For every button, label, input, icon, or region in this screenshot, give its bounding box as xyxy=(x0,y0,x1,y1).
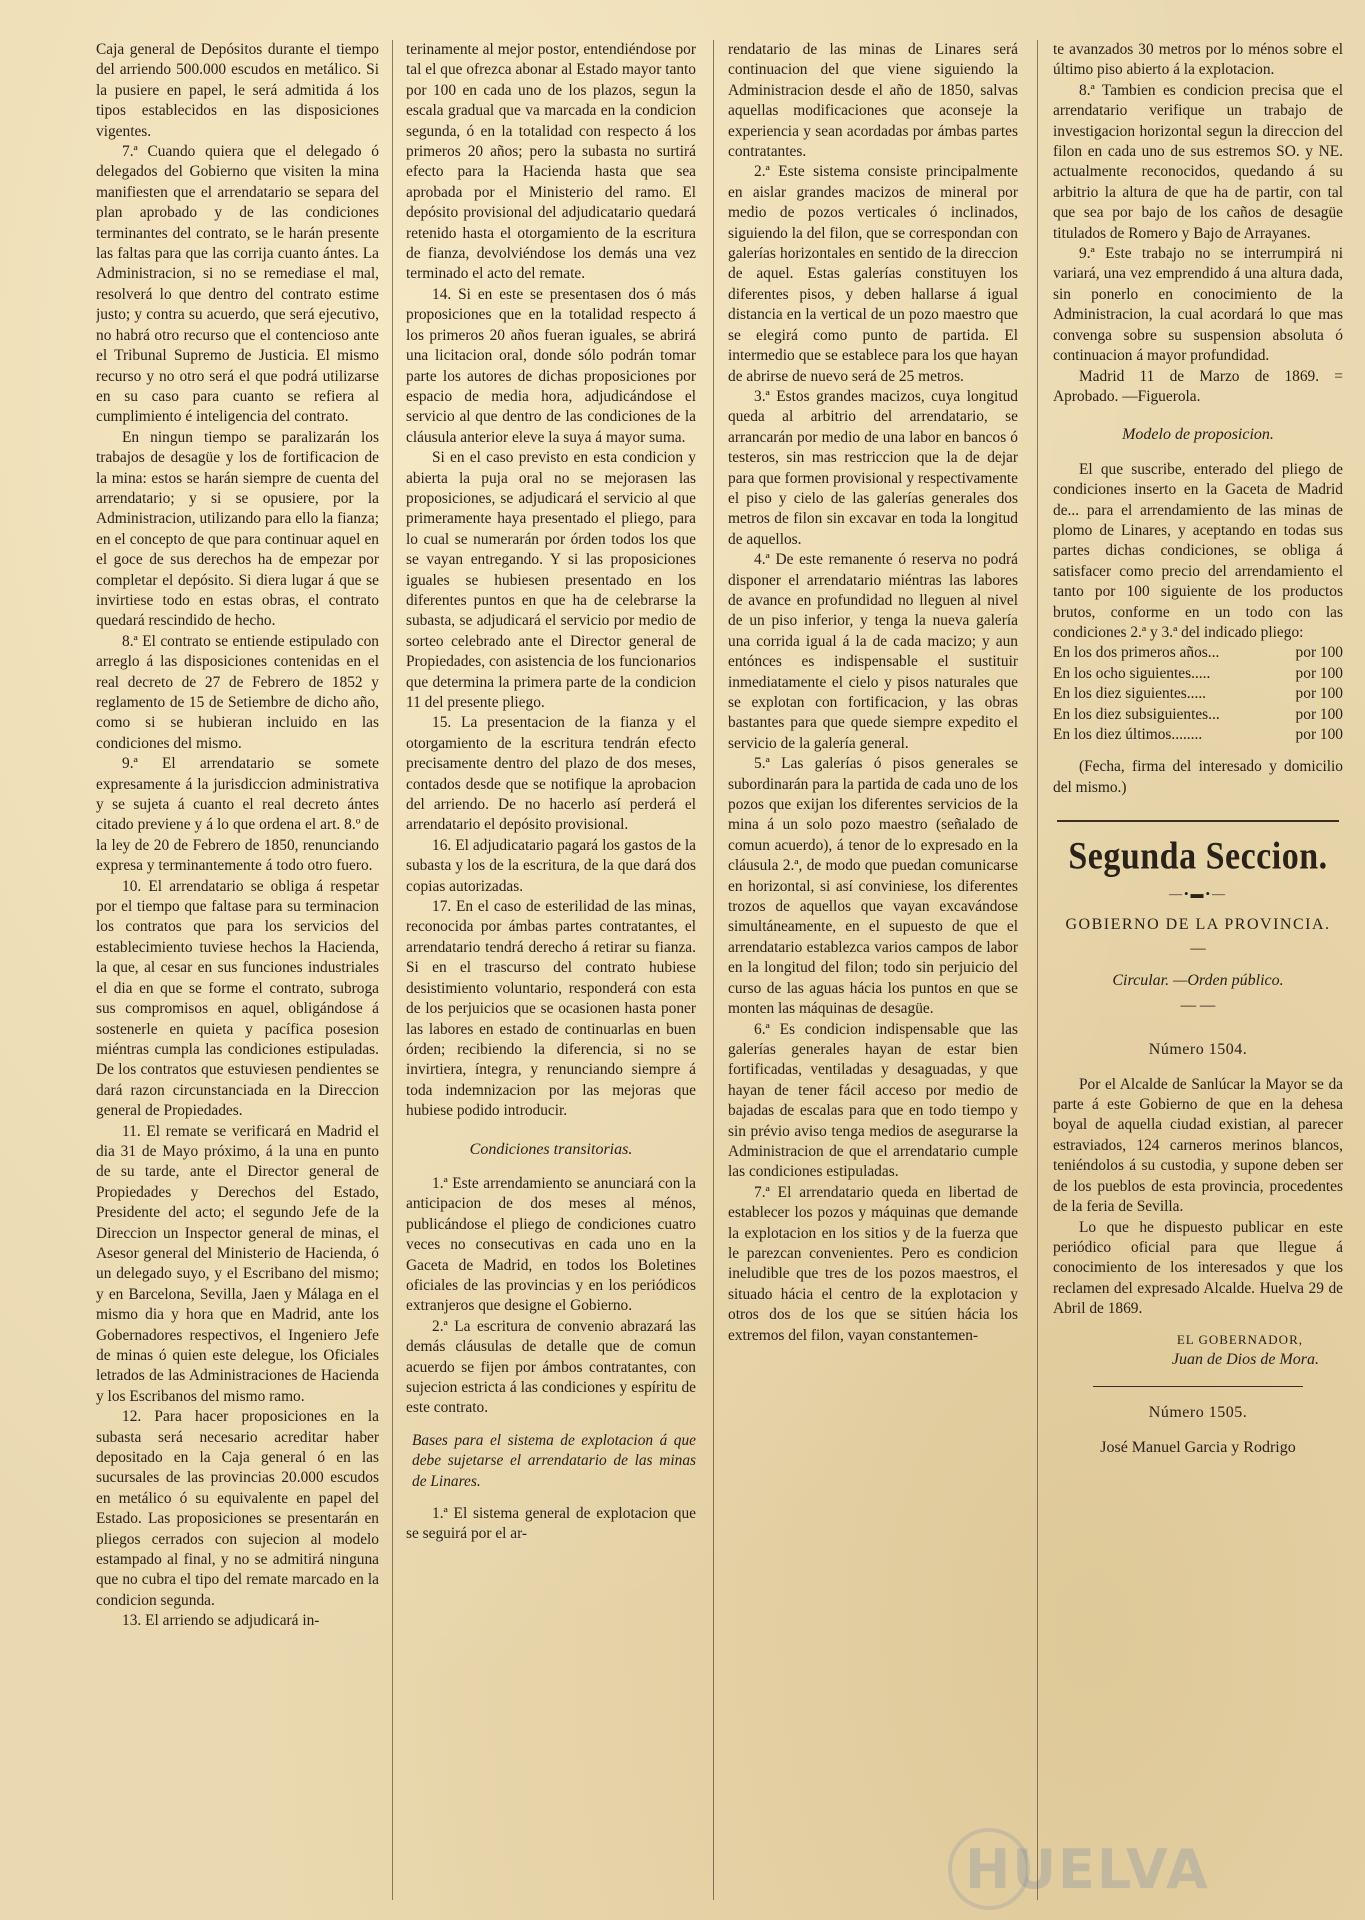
paragraph: 12. Para hacer proposiciones en la subasta será necesario acreditar haber depositado en la Caja general ó en las sucursales de las provincias 20.000 escudos en metálico ó su equivalente en papel del Estado. Las proposiciones se presentarán en pliegos cerrados con sujecion al modelo estampado al final, y no se admitirá ninguna que no cubra el tipo del remate marcado en la condicion segunda. xyxy=(96,1408,379,1609)
column-2 xyxy=(406,40,696,1900)
paragraph: 16. El adjudicatario pagará los gastos de la subasta y los de la escritura, de la que dará dos copias autorizadas. xyxy=(406,836,696,895)
paragraph: 7.ª Cuando quiera que el delegado ó delegados del Gobierno que visiten la mina manifiesten que el arrendatario se separa del plan aprobado y de las condiciones terminantes del contrato, se le harán presente las faltas para que las corrija cuanto ántes. La Administracion, si no se remediase el mal, resolverá lo que dentro del contrato estime justo; y contra su acuerdo, que será ejecutivo, no habrá otro recurso que el contencioso ante el Tribunal Supremo de Justicia. El mismo recurso y no otro será el que podrá utilizarse en su caso para cuanto se refiera al cumplimiento é inteligencia del contrato. xyxy=(96,143,379,426)
date-line: Madrid 11 de Marzo de 1869. = Aprobado. —Figuerola. xyxy=(1053,367,1343,405)
paragraph: 9.ª El arrendatario se somete expresamente á la jurisdiccion administrativa y se sujeta á cuanto el real decreto ántes citado previene y á lo que ordena el art. 8.º de la ley de 20 de Febrero de 1850, renunciando expresa y terminantemente á todo otro fuero. xyxy=(96,755,379,875)
section-title: Segunda Seccion. xyxy=(1068,835,1328,878)
signature-name: Juan de Dios de Mora. xyxy=(1171,1350,1319,1368)
row-value: por 100 xyxy=(1295,685,1343,703)
column-1 xyxy=(96,40,379,1900)
number-heading: Número 1505. xyxy=(1148,1404,1248,1422)
percentage-row xyxy=(1053,705,1343,725)
section-heading: Condiciones transitorias. xyxy=(469,1140,633,1158)
paragraph: En ningun tiempo se paralizarán los trabajos de desagüe y los de fortificacion de la mina: estos se harán siempre de cuenta del arrendatario; y si se opusiere, por la Administracion, utilizando para ello la fianza; en el concepto de que para continuar aquel en el goce de sus derechos ha de empezar por completar el depósito. Si diera lugar á que se invirtiese todo en estas obras, el contrato quedará rescindido de hecho. xyxy=(96,428,379,630)
paragraph: 2.ª Este sistema consiste principalmente en aislar grandes macizos de mineral por medio de pozos verticales ó inclinados, siguiendo la del filon, que se correspondan con galerías horizontales en sentido de la direccion de aquel. Estas galerías constituyen los diferentes pisos, y deben hallarse á igual distancia en la vertical de un pozo maestro que se elegirá como punto de partida. El intermedio que se establece para los que hayan de abrirse de nuevo será de 25 metros. xyxy=(728,163,1018,385)
paragraph: 3.ª Estos grandes macizos, cuya longitud queda al arbitrio del arrendatario, se arrancarán por medio de una labor en bancos ó testeros, sin mas restriccion que la de dejar para que formen provisional y respectivamente el piso y cielo de las galerías generales dos metros de filon sin excavar en toda la longitud de aquellos. xyxy=(728,387,1018,548)
signature-title: EL GOBERNADOR, xyxy=(1176,1331,1303,1347)
paragraph: 10. El arrendatario se obliga á respetar por el tiempo que faltase para su terminacion los contratos que para los servicios del establecimiento tuviese hechos la Hacienda, la que, al cesar en sus funciones industriales el dia en que se forme el contrato, subroga sus compromisos en aquel, obligándose á sostenerle en quieta y pacífica posesion miéntras cumpla las condiciones estipuladas. De los contratos que estuviesen pendientes se dará razon circunstanciada en la Direccion general de Propiedades. xyxy=(96,877,379,1120)
row-label: En los diez subsiguientes... xyxy=(1053,705,1220,723)
modelo-heading: Modelo de proposicion. xyxy=(1122,426,1274,444)
paragraph: Lo que he dispuesto publicar en este periódico oficial para que llegue á conocimiento de los interesados y que los reclamen del expresado Alcalde. Huelva 29 de Abril de 1869. xyxy=(1053,1218,1343,1318)
column-3 xyxy=(728,40,1018,1900)
row-label: En los dos primeros años... xyxy=(1053,644,1220,662)
paragraph: 14. Si en este se presentasen dos ó más proposiciones que en la totalidad respecto á los primeros 20 años fueran iguales, se abrirá una licitacion oral, donde sólo podrán tomar parte los autores de dichas proposiciones por espacio de media hora, adjudicándose el servicio al que dentro de las condiciones de la cláusula anterior eleve la suya á mayor suma. xyxy=(406,285,696,446)
paragraph: 5.ª Las galerías ó pisos generales se subordinarán para la partida de cada uno de los pozos que exijan los diferentes servicios de la mina á un solo pozo maestro (señalado de comun acuerdo), á tenor de lo expresado en la cláusula 2.ª, de modo que puedan comunicarse en horizontal, si así conviniese, los diferentes trozos de aquellos que vayan excavándose simultáneamente, en el supuesto de que el arrendatario establezca varios campos de labor en la longitud del filon; todo sin perjuicio del curso de las aguas hácia los puntos en que se monten las máquinas de desagüe. xyxy=(728,755,1018,1018)
paragraph: Por el Alcalde de Sanlúcar la Mayor se da parte á este Gobierno de que en la dehesa boyal de aquella ciudad existian, al parecer estraviados, 124 carneros merinos blancos, teniéndolos á su custodia, y supone deben ser de los pueblos de esta provincia, procedentes de la feria de Sevilla. xyxy=(1053,1075,1343,1216)
circular-heading: Circular. —Orden público. xyxy=(1112,972,1284,990)
row-value: por 100 xyxy=(1295,664,1343,682)
bases-heading: Bases para el sistema de explotacion á que debe sujetarse el arrendatario de las minas de Linares. xyxy=(412,1431,696,1490)
column-rule xyxy=(1037,40,1038,1900)
percentage-row xyxy=(1053,725,1343,745)
paragraph: 8.ª El contrato se entiende estipulado con arreglo á las disposiciones contenidas en el real decreto de 27 de Febrero de 1852 y reglamento de 15 de Setiembre de dicho año, como si se hubieran incluido en las condiciones del mismo. xyxy=(96,632,379,752)
watermark: HUELVA xyxy=(965,1838,1210,1901)
paragraph: 17. En el caso de esterilidad de las minas, reconocida por ámbas partes contratantes, el arrendatario tendrá derecho á retirar su fianza. Si en el trascurso del contrato hubiese desistimiento voluntario, responderá con esta de los perjuicios que se ocasionen hasta poner las labores en estado de continuarlas en buen órden; recibiendo la diferencia, si no se invirtiera, íntegra, y renunciando siempre á toda indemnizacion por las mejoras que hubiese podido introducir. xyxy=(406,898,696,1120)
paragraph: terinamente al mejor postor, entendiéndose por tal el que ofrezca abonar al Estado mayor tanto por 100 en cada uno de los plazos, segun la escala gradual que va marcada en la condicion segunda, ó en la totalidad con respecto á los primeros 20 años; pero la subasta no surtirá efecto para la Hacienda hasta que sea aprobada por el Ministerio del ramo. El depósito provisional del adjudicatario quedará retenido hasta el otorgamiento de la escritura de fianza, devolviéndose los demás una vez terminado el acto del remate. xyxy=(406,41,696,283)
paragraph: Si en el caso previsto en esta condicion y abierta la puja oral no se mejorasen las proposiciones, se adjudicará el servicio al que primeramente haya presentado el pliego, para lo cual se numerarán por órden todos los que se vayan entregando. Y si las proposiciones iguales se hubiesen presentado en los diferentes puntos en que ha de celebrarse la subasta, se adjudicará el servicio por medio de sorteo celebrado ante el Director general de Propiedades, con asistencia de los funcionarios que determina la primera parte de la condicion 11 del presente pliego. xyxy=(406,449,696,711)
row-value: por 100 xyxy=(1295,705,1343,723)
paragraph: 9.ª Este trabajo no se interrumpirá ni variará, una vez emprendido á una altura dada, sin ponerlo en conocimiento de la Administracion, la cual acordará lo que mas convenga sobre su suspension absoluta ó continuacion á mayor profundidad. xyxy=(1053,245,1343,365)
paragraph: 1.ª El sistema general de explotacion que se seguirá por el ar- xyxy=(406,1505,696,1543)
column-rule xyxy=(392,40,393,1900)
paragraph: 7.ª El arrendatario queda en libertad de establecer los pozos y máquinas que demande la explotacion en los sitios y de la fuerza que le parezcan convenientes. Pero es condicion ineludible que tres de los pozos maestros, el situado hácia el centro de la explotacion y otros dos de los que se sitúen hácia los extremos del filon, vayan constantemen- xyxy=(728,1183,1018,1344)
percentage-row xyxy=(1053,664,1343,684)
paragraph: Caja general de Depósitos durante el tiempo del arriendo 500.000 escudos en metálico. Si la pusiere en papel, le será admitida á los tipos establecidos en las disposiciones vigentes. xyxy=(96,41,379,140)
paragraph: te avanzados 30 metros por lo ménos sobre el último piso abierto á la explotacion. xyxy=(1053,41,1343,79)
row-value: por 100 xyxy=(1295,644,1343,662)
percentage-row xyxy=(1053,643,1343,663)
row-label: En los diez siguientes..... xyxy=(1053,685,1207,703)
paragraph: 4.ª De este remanente ó reserva no podrá disponer el arrendatario miéntras las labores de avance en profundidad no lleguen al nivel de un piso inferior, y tenga la nueva galería una corrida igual á la de cada macizo; y aun entónces es indispensable el sustituir inmediatamente el cielo y pisos naturales que se explotan con fortificacion, y las obras bastantes para que quede siempre expedito el servicio de la galería general. xyxy=(728,551,1018,752)
paragraph: 15. La presentacion de la fianza y el otorgamiento de la escritura tendrán efecto precisamente dentro del plazo de dos meses, contados desde que se notifique la aprobacion del arriendo. De no hacerlo así perderá el arrendatario el depósito provisional. xyxy=(406,714,696,834)
column-4 xyxy=(1053,40,1343,1900)
short-rule: — — xyxy=(1180,996,1216,1014)
number-heading: Número 1504. xyxy=(1148,1041,1248,1059)
paragraph: 8.ª Tambien es condicion precisa que el arrendatario verifique un trabajo de investigacion horizontal segun la direccion del filon en cada uno de sus estremos SO. y NE. actualmente reconocidos, quedando á su arbitrio la altura de que ha de partir, con tal que sea por bajo de los caños de desagüe titulados de Romero y Bajo de Arrayanes. xyxy=(1053,81,1343,242)
row-value: por 100 xyxy=(1295,726,1343,743)
paragraph: rendatario de las minas de Linares será continuacion del que viene siguiendo la Administracion desde el año de 1850, salvas aquellas modificaciones que aconseje la experiencia y sean acordadas por ámbas partes contratantes. xyxy=(728,41,1018,161)
paragraph: 13. El arriendo se adjudicará in- xyxy=(122,1612,320,1630)
percentage-row xyxy=(1053,684,1343,704)
section-divider xyxy=(1057,820,1339,822)
column-rule xyxy=(713,40,714,1900)
paragraph: 1.ª Este arrendamiento se anunciará con la anticipacion de dos meses al ménos, publicándose el pliego de condiciones cuatro veces no consecutivas en cada uno en la Gaceta de Madrid, en todos los Boletines oficiales de las provincias y en los periódicos extranjeros que designe el Gobierno. xyxy=(406,1174,696,1315)
paragraph: El que suscribe, enterado del pliego de condiciones inserto en la Gaceta de Madrid de... para el arrendamiento de las minas de plomo de Linares, y aceptando en todas sus partes dichas condiciones, se obliga á satisfacer como precio del arrendamiento el tanto por 100 siguiente de los productos brutos, conforme en un todo con las condiciones 2.ª y 3.ª del indicado pliego: xyxy=(1053,460,1343,641)
author-line: José Manuel Garcia y Rodrigo xyxy=(1100,1438,1296,1456)
paragraph: 2.ª La escritura de convenio abrazará las demás cláusulas de detalle que de comun acuerdo se fijen por ámbos contratantes, con sujecion estricta á las condiciones y espíritu de este contrato. xyxy=(406,1317,696,1417)
paragraph: 11. El remate se verificará en Madrid el dia 31 de Mayo próximo, á la una en punto de su tarde, ante el Director general de Propiedades y Derechos del Estado, Presidente del acto; el segundo Jefe de la Direccion un Inspector general de minas, el Asesor general del Ministerio de Hacienda, ó un delegado suyo, y el Escribano del mismo; y en Barcelona, Sevilla, Jaen y Málaga en el mismo dia y hora que en Madrid, ante los Gobernadores respectivos, el Ingeniero Jefe de minas ó quien este delegue, los Oficiales letrados de las Administraciones de Hacienda y los Escribanos del mismo ramo. xyxy=(96,1122,379,1405)
ornament-divider: —•▬•— xyxy=(1168,886,1228,902)
divider xyxy=(1093,1386,1303,1387)
row-label: En los diez últimos........ xyxy=(1053,726,1203,743)
row-label: En los ocho siguientes..... xyxy=(1053,664,1211,682)
paragraph: (Fecha, firma del interesado y domicilio del mismo.) xyxy=(1053,758,1343,796)
gobierno-heading: GOBIERNO DE LA PROVINCIA. xyxy=(1065,915,1331,933)
paragraph: 6.ª Es condicion indispensable que las galerías generales hayan de estar bien fortificadas, ventiladas y desaguadas, y que hayan de tener fácil acceso por medio de bajadas de escalas para que en todo tiempo y sin prévio aviso tenga medios de asegurarse la Administracion de que el arrendatario cumple las condiciones estipuladas. xyxy=(728,1020,1018,1181)
short-rule: — xyxy=(1190,940,1206,958)
